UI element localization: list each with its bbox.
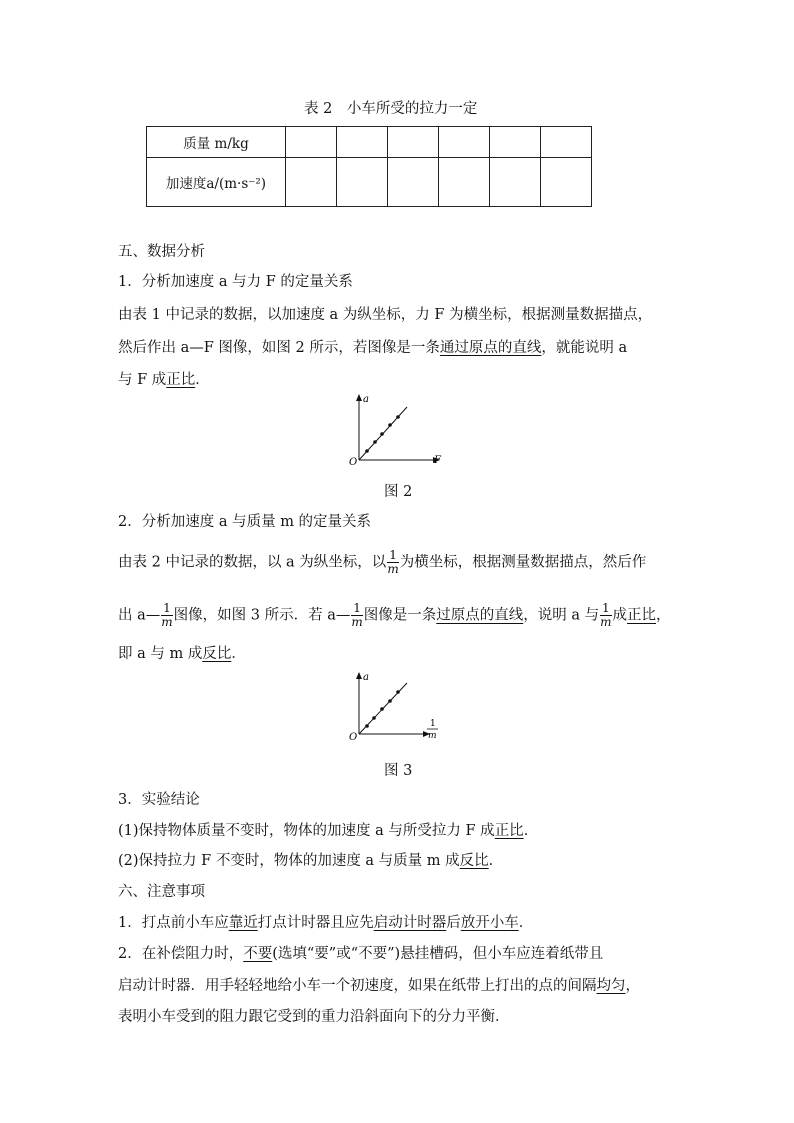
table-cell	[337, 127, 388, 158]
text: ．	[518, 915, 534, 931]
x-axis-label-denominator: m	[428, 731, 437, 741]
figure-2-graph	[345, 393, 450, 468]
y-axis-label: a	[363, 394, 369, 405]
table-cell	[388, 127, 439, 158]
origin-label: O	[349, 457, 358, 468]
text: ．	[488, 853, 504, 869]
x-axis-label-numerator: 1	[430, 719, 436, 729]
text: 1．打点前小车应	[118, 915, 229, 931]
note-2-line-3: 表明小车受到的阻力跟它受到的重力沿斜面向下的分力平衡．	[118, 1009, 510, 1025]
table-cell	[286, 158, 337, 207]
answer-underlined: 通过原点的直线	[439, 340, 542, 356]
table-cell	[337, 158, 388, 207]
text: ．	[523, 823, 539, 839]
sub-heading-3: 3．实验结论	[118, 792, 200, 808]
paragraph-line: 由表 1 中记录的数据，以加速度 a 为纵坐标，力 F 为横坐标，根据测量数据描点，	[118, 307, 653, 323]
answer-underlined: 正比	[494, 823, 524, 839]
paragraph-line	[118, 644, 246, 664]
text: 图像，如图 3 所示．若 a—	[173, 607, 351, 624]
data-table	[146, 126, 592, 207]
table-cell	[286, 127, 337, 158]
text: ，	[656, 607, 671, 624]
answer-underlined: 正比	[166, 372, 196, 388]
section5-heading: 五、数据分析	[118, 244, 205, 260]
text: ．	[231, 646, 246, 662]
text: 2．在补偿阻力时，	[118, 946, 244, 962]
figure-3-graph	[345, 671, 450, 746]
text: 后	[446, 915, 461, 931]
text: ，	[625, 978, 640, 994]
figure-2-caption: 图 2	[384, 484, 413, 500]
figure-3-caption: 图 3	[384, 763, 413, 779]
table-header-mass: 质量 m/kg	[147, 127, 286, 158]
text: 成	[612, 607, 628, 624]
text: ．	[195, 372, 210, 388]
y-axis-label: a	[363, 672, 369, 683]
paragraph-line	[118, 602, 671, 629]
text: 然后作出 a—F 图像，如图 2 所示，若图像是一条	[118, 340, 440, 356]
fraction-1-over-m: $\frac{1}{m}$	[161, 601, 173, 629]
table-cell	[541, 127, 592, 158]
text: 为横坐标，根据测量数据描点，然后作	[399, 554, 647, 571]
note-1	[118, 913, 533, 933]
answer-underlined: 正比	[627, 607, 657, 624]
text: (1)保持物体质量不变时，物体的加速度 a 与所受拉力 F 成	[118, 823, 495, 839]
answer-underlined: 反比	[202, 646, 232, 662]
fraction-1-over-m: $\frac{1}{m}$	[600, 601, 612, 629]
answer-underlined: 启动计时器	[373, 915, 447, 931]
text: ，说明 a 与	[523, 607, 600, 624]
conclusion-1	[118, 821, 538, 841]
sub-heading-2: 2．分析加速度 a 与质量 m 的定量关系	[118, 514, 372, 530]
text: 图像是一条	[363, 607, 437, 624]
x-axis-label: F	[434, 455, 441, 466]
text: 出 a—	[118, 607, 161, 624]
text: 启动计时器．用手轻轻地给小车一个初速度，如果在纸带上打出的点的间隔	[118, 978, 597, 994]
answer-underlined: 靠近	[228, 915, 258, 931]
table-cell	[490, 158, 541, 207]
text: (2)保持拉力 F 不变时，物体的加速度 a 与质量 m 成	[118, 853, 460, 869]
conclusion-2	[118, 851, 503, 871]
paragraph-line	[118, 338, 627, 358]
section6-heading: 六、注意事项	[118, 884, 205, 900]
fraction-1-over-m: $\frac{1}{m}$	[351, 601, 363, 629]
answer-underlined: 放开小车	[460, 915, 519, 931]
answer-underlined: 均匀	[596, 978, 626, 994]
table-cell	[388, 158, 439, 207]
note-2-line-2	[118, 976, 640, 996]
text: (选填“要”或“不要”)悬挂槽码，但小车应连着纸带且	[272, 946, 604, 962]
table-cell	[439, 158, 490, 207]
table-cell	[490, 127, 541, 158]
paragraph-line	[118, 370, 210, 390]
origin-label: O	[349, 732, 358, 743]
text: ，就能说明 a	[541, 340, 628, 356]
table-cell	[439, 127, 490, 158]
table-caption: 表 2 小车所受的拉力一定	[304, 101, 478, 117]
text: 即 a 与 m 成	[118, 646, 203, 662]
sub-heading-1: 1．分析加速度 a 与力 F 的定量关系	[118, 274, 353, 290]
answer-underlined: 反比	[459, 853, 489, 869]
text: 打点计时器且应先	[257, 915, 374, 931]
table-header-acceleration: 加速度a/(m·s⁻²)	[147, 158, 286, 207]
answer-underlined: 不要	[243, 946, 273, 962]
paragraph-line	[118, 549, 646, 576]
answer-underlined: 过原点的直线	[436, 607, 524, 624]
note-2	[118, 944, 603, 964]
fraction-1-over-m: $\frac{1}{m}$	[387, 548, 399, 576]
text: 与 F 成	[118, 372, 167, 388]
text: 由表 2 中记录的数据，以 a 为纵坐标，以	[118, 554, 387, 571]
table-cell	[541, 158, 592, 207]
